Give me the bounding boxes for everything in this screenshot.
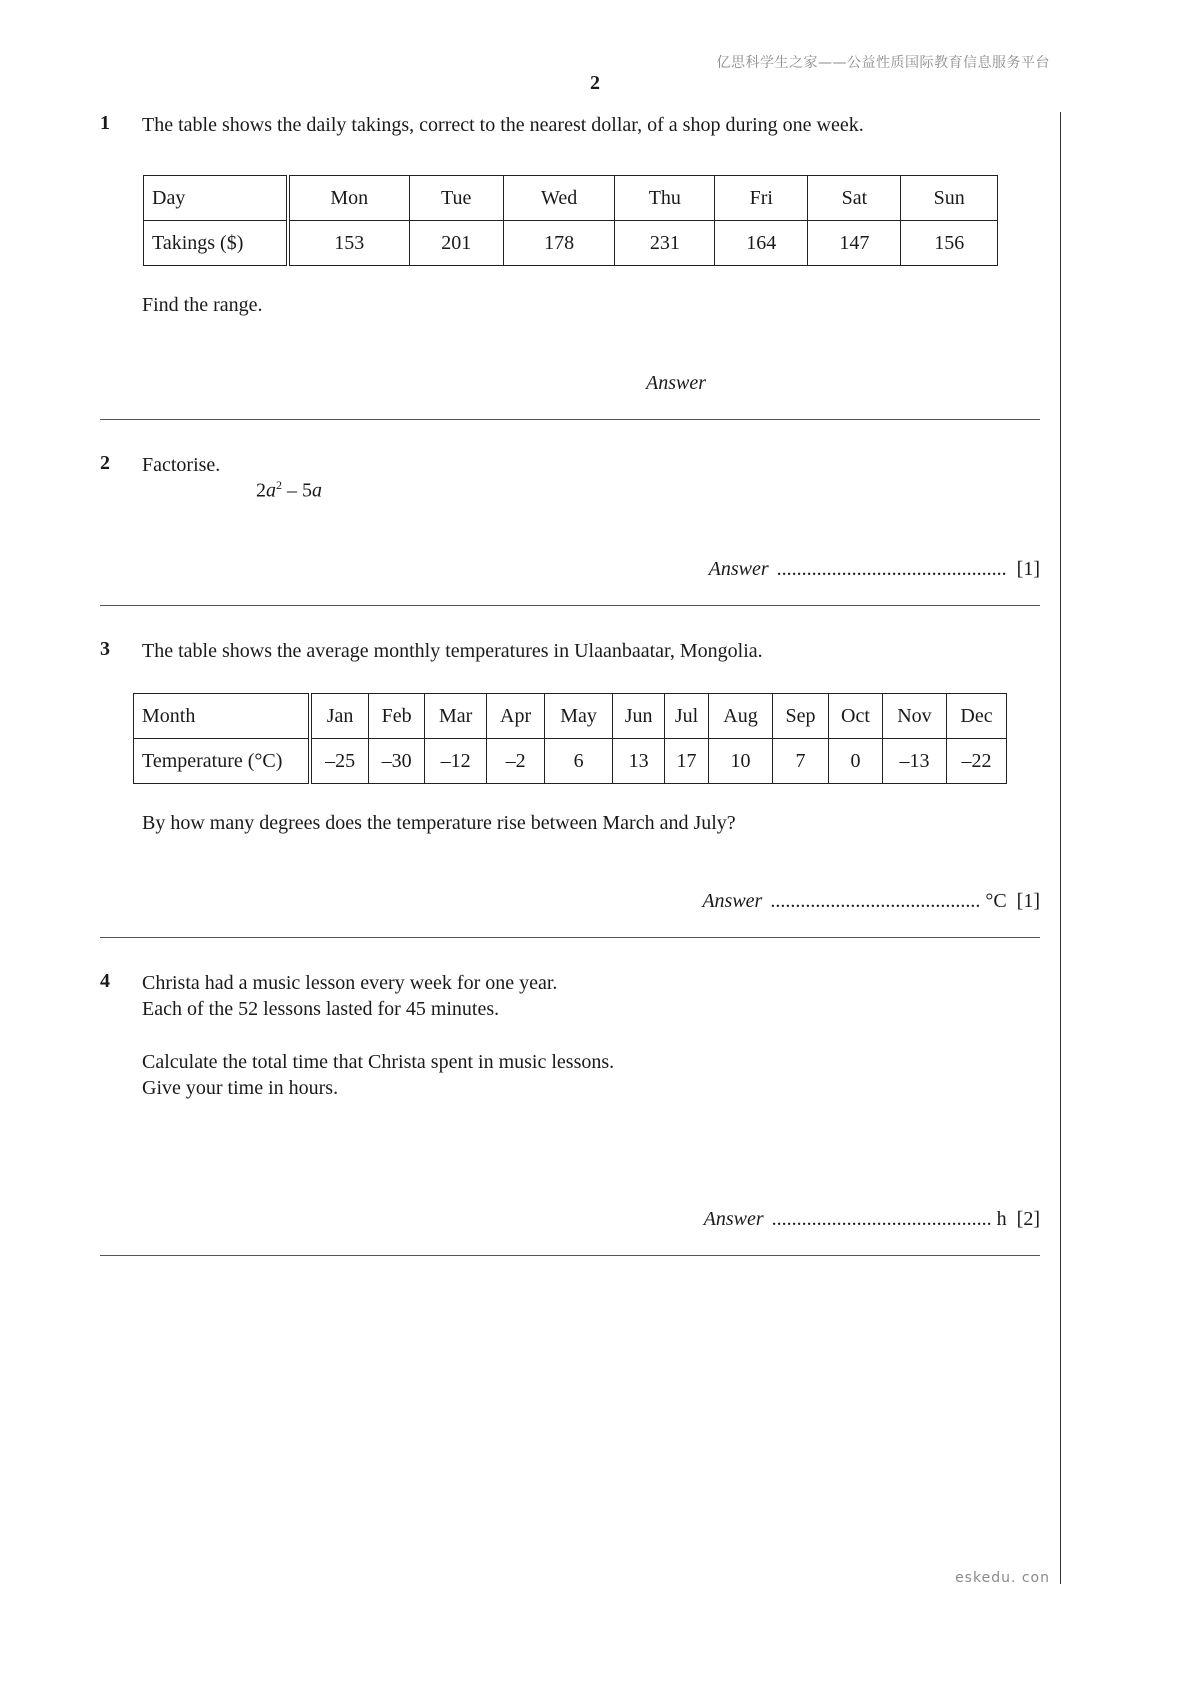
takings-table-day-row: [144, 176, 998, 221]
month-cell: Jun: [613, 694, 665, 739]
takings-cell: 231: [615, 221, 715, 266]
takings-cell: 147: [808, 221, 901, 266]
temperature-cell: 7: [773, 739, 829, 784]
page-number: 2: [590, 72, 600, 94]
question-4-number: 4: [100, 970, 110, 992]
temperature-table-values-row: [134, 739, 1007, 784]
answer-label: Answer: [703, 1208, 764, 1230]
row-header-day: Day: [144, 176, 289, 221]
question-3-answer: [702, 890, 1040, 913]
question-3-prompt: By how many degrees does the temperature rise between March and July?: [142, 812, 736, 834]
question-4-line-3: Calculate the total time that Christa spent in music lessons.: [142, 1051, 615, 1073]
day-cell: Sat: [808, 176, 901, 221]
answer-space[interactable]: ..........................................: [770, 890, 981, 912]
month-cell: Feb: [369, 694, 425, 739]
temperature-cell: 0: [829, 739, 883, 784]
month-cell: Apr: [487, 694, 545, 739]
question-3-number: 3: [100, 638, 110, 660]
month-cell: Sep: [773, 694, 829, 739]
row-header-takings: Takings ($): [144, 221, 289, 266]
day-cell: Fri: [715, 176, 808, 221]
takings-table: [143, 175, 998, 266]
takings-table-takings-row: [144, 221, 998, 266]
answer-label: Answer: [646, 372, 706, 394]
answer-label: Answer: [702, 890, 763, 912]
temperature-cell: –22: [946, 739, 1006, 784]
question-4-answer: [704, 1208, 1040, 1231]
answer-unit: °C: [985, 890, 1007, 912]
question-4-line-4: Give your time in hours.: [142, 1077, 339, 1099]
temperature-table-month-row: [134, 694, 1007, 739]
answer-space[interactable]: ............................................: [771, 1208, 992, 1230]
expression-variable: a: [266, 479, 276, 502]
takings-cell: 178: [503, 221, 615, 266]
temperature-cell: 13: [613, 739, 665, 784]
factorise-expression: [256, 478, 322, 503]
month-cell: Oct: [829, 694, 883, 739]
question-1-text: The table shows the daily takings, correct to the nearest dollar, of a shop during one week.: [142, 114, 864, 136]
takings-cell: 156: [901, 221, 998, 266]
question-3-text: The table shows the average monthly temperatures in Ulaanbaatar, Mongolia.: [142, 640, 763, 662]
answer-label: Answer: [708, 558, 769, 580]
question-2-number: 2: [100, 452, 110, 474]
day-cell: Wed: [503, 176, 615, 221]
question-4-line-1: Christa had a music lesson every week for one year.: [142, 972, 558, 994]
question-1-prompt: Find the range.: [142, 294, 263, 316]
divider-1: [100, 419, 1040, 420]
question-1-number: 1: [100, 112, 110, 134]
temperature-cell: –12: [425, 739, 487, 784]
divider-4: [100, 1255, 1040, 1256]
month-cell: Jul: [665, 694, 709, 739]
expression-coefficient: 2: [256, 479, 266, 502]
temperature-cell: –30: [369, 739, 425, 784]
marks: [1]: [1016, 890, 1040, 912]
divider-3: [100, 937, 1040, 938]
temperature-cell: –2: [487, 739, 545, 784]
takings-cell: 164: [715, 221, 808, 266]
day-cell: Sun: [901, 176, 998, 221]
temperature-cell: 17: [665, 739, 709, 784]
day-cell: Tue: [409, 176, 503, 221]
marks: [1]: [1016, 558, 1040, 580]
temperature-cell: 10: [709, 739, 773, 784]
answer-unit: h: [996, 1208, 1007, 1230]
month-cell: Aug: [709, 694, 773, 739]
row-header-temperature: Temperature (°C): [134, 739, 311, 784]
question-4-line-2: Each of the 52 lessons lasted for 45 minutes.: [142, 998, 500, 1020]
expression-exponent: 2: [276, 478, 282, 492]
temperature-cell: –25: [310, 739, 369, 784]
takings-cell: 153: [288, 221, 409, 266]
row-header-month: Month: [134, 694, 311, 739]
expression-operator: – 5: [282, 479, 312, 502]
marks: [2]: [1016, 1208, 1040, 1230]
divider-2: [100, 605, 1040, 606]
question-2-text: Factorise.: [142, 454, 221, 476]
month-cell: Nov: [882, 694, 946, 739]
question-1-answer: [646, 372, 714, 395]
day-cell: Thu: [615, 176, 715, 221]
month-cell: Jan: [310, 694, 369, 739]
expression-variable: a: [312, 479, 322, 502]
question-2-answer: [709, 558, 1040, 581]
answer-space[interactable]: ..............................................: [776, 558, 1007, 580]
header-watermark: 亿思科学生之家——公益性质国际教育信息服务平台: [716, 55, 1050, 71]
temperature-table: [133, 693, 1007, 784]
temperature-cell: 6: [545, 739, 613, 784]
day-cell: Mon: [288, 176, 409, 221]
month-cell: May: [545, 694, 613, 739]
month-cell: Dec: [946, 694, 1006, 739]
takings-cell: 201: [409, 221, 503, 266]
margin-line: [1060, 112, 1061, 1584]
month-cell: Mar: [425, 694, 487, 739]
temperature-cell: –13: [882, 739, 946, 784]
footer-watermark: eskedu. con: [955, 1570, 1050, 1586]
